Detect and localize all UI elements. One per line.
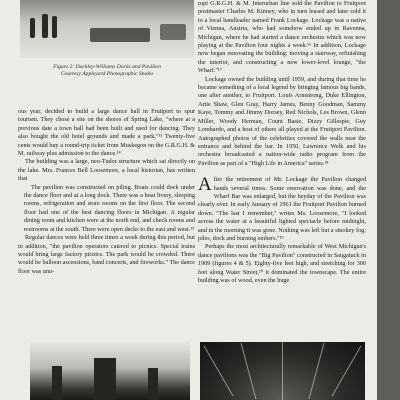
pavilion-exterior-photo [30, 342, 190, 400]
paragraph: The building was a large, neo-Tudor structure which sat directly on the lake. Mrs. Frances Bell Loosemore, a local historian, has written that [18, 158, 195, 183]
roof-rib [241, 343, 257, 399]
carriage-shape [90, 28, 150, 42]
block-quote: The pavilion was constructed on piling. Boats could dock under the dance floor and at a long dock. There was a boat livery, sleeping rooms, refrigeration and store rooms on the first floor. The second floor had one of the best dancing floors in Michigan. A regular dining room and kitchen were at the north end, and check rooms and restrooms at the south. There were open decks to the east and west.¹⁵ [24, 183, 195, 233]
caption-line-1: Figure 2: Dockley-Williams Docks and Pavilion [53, 64, 161, 70]
drop-cap: A [198, 174, 212, 196]
paragraph: rupt G.R.G.H. & M. Interurban line sold the Pavilion to Fruitport postmaster Charles M. Kinney, who in turn leased and later sold it to a local bandleader named Frank Lockage. Lockage was a native of Vienna, Austria, who had somehow ended up in Ravenna, Michigan, where he had started a dance orchestra which was now playing at the Pavilion four nights a week.¹⁶ In addition, Lockage now began renovating the building: moving a stairway, refinishing the interior, and constructing a new lower-level lounge, "the Wharf."¹⁷ [198, 0, 366, 75]
right-text-column [198, 0, 366, 285]
paragraph: Regular dances were held three times a week during this period, but in addition, "the pavilion operators catered to picnics. Special trains would bring large factory picnics. The park would be crowded. There would be balloon ascensions, band concerts, and fireworks." The dance floor was unu- [18, 234, 195, 275]
left-text-column [18, 108, 195, 276]
tower-silhouette [52, 366, 62, 400]
paragraph-with-dropcap [198, 176, 366, 243]
figure-caption [20, 64, 194, 78]
person-figure [52, 16, 57, 38]
tower-silhouette [94, 358, 116, 400]
dock-pavilion-photo [20, 0, 194, 58]
roof-rib [282, 342, 283, 400]
roof-rib [204, 346, 234, 397]
caption-line-2: Courtesy Appleyard Photographic Studio [60, 71, 154, 77]
paragraph: ous year, decided to build a large dance hall in Fruitport to spur tourism. They chose a site on the shores of Spring Lake, "where at a previous date a town hall had been built and used for dancing. They also bought the old hotel grounds and made a park."¹³ Twenty-five cents would buy a round-trip ticket from Muskegon on the G.R.G.H. & M. railway plus admission to the dance.¹⁴ [18, 108, 195, 158]
horse-shape [160, 24, 186, 40]
tower-silhouette [148, 368, 158, 400]
roof-rib [309, 343, 325, 399]
person-figure [42, 14, 48, 38]
person-figure [30, 18, 35, 38]
paragraph-text: fter the retirement of Mr. Lockage the Pavilion changed hands several times. Some renovation was done, and the Wharf Bar was enlarged, but the heyday of the Pavilion was clearly over. In early January of 1961 the Fruitport Pavilion burned down. "The last I remember," writes Ms. Loosemore, "I looked across the water at a beautiful lighted spectacle before midnight, and in the morning it was gone. Nothing was left but a smokey fog; piles, dock and burning embers."¹⁹ [198, 176, 366, 242]
pavilion-interior-photo [200, 342, 365, 400]
paragraph: Lockage owned the building until 1959, and during that time he became something of a local legend by bringing famous big bands, one after another, to Fruitport. Louis Armstrong, Duke Ellington, Artie Shaw, Glen Gray, Harry James, Benny Goodman, Sammy Kaye, Tommy and Jimmy Dorsey, Red Nichols, Les Brown, Glenn Miller, Woody Herman, Count Basie, Dizzy Gillespie, Guy Lombardo, and a host of others all played at the Fruitport Pavilion. Autographed photos of the celebrities covered the walls near the entrance and behind the bar. In 1950, Lawrence Welk and his orchestra broadcasted a nation-wide radio program from the Pavilion as part of a "High Life in America" series.¹⁸ [198, 75, 366, 167]
paragraph: Perhaps the most architecturally remarkable of West Michigan's dance pavilions was the "Big Pavilion" constructed in Saugatuck in 1909 (figures 4 & 5). Eighty-five feet high, and stretching for 300 feet along Water Street,²⁰ it dominated the townscape. The entire building was of wood, even the huge [198, 243, 366, 284]
roof-rib [332, 346, 362, 397]
